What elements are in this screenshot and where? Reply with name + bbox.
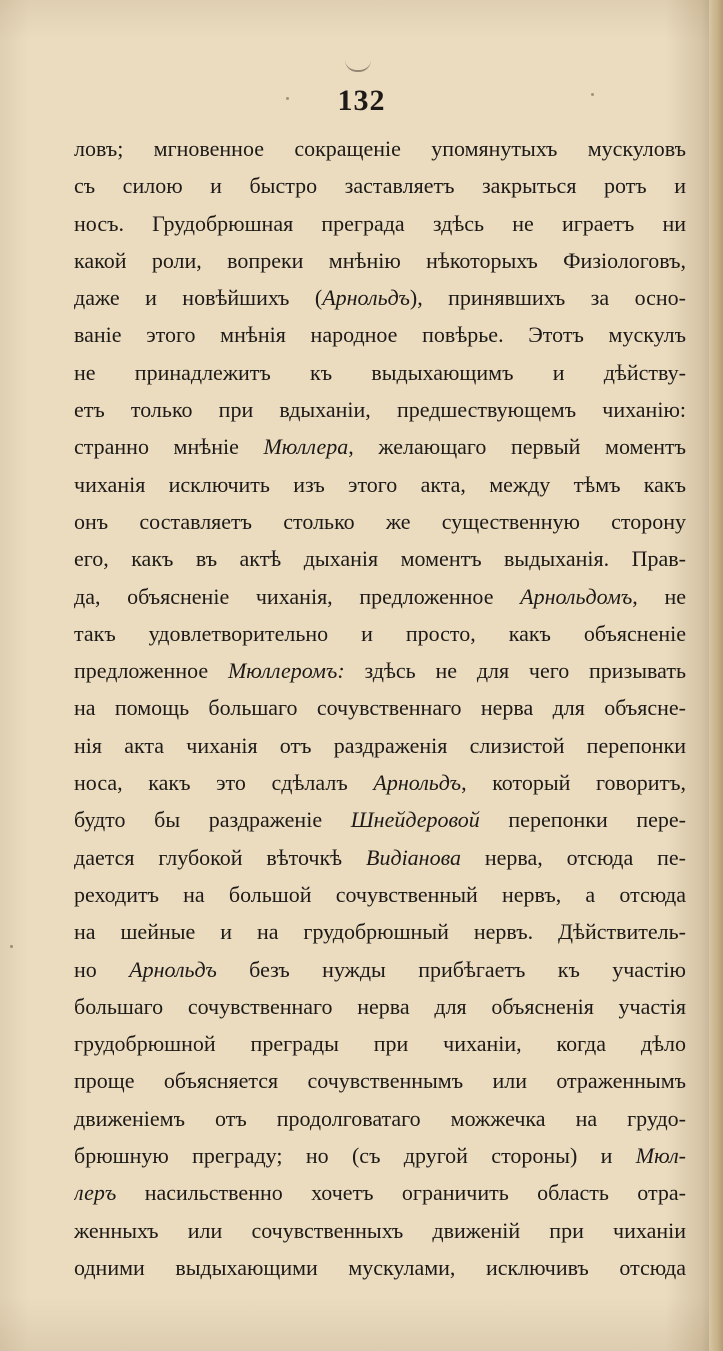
text-line bbox=[74, 391, 686, 428]
text-line bbox=[74, 167, 686, 204]
text-segment: женныхъ или сочувственныхъ движеній при чиханіи bbox=[74, 1217, 686, 1243]
text-segment: насильственно хочетъ ограничить область отра- bbox=[116, 1180, 686, 1206]
text-line bbox=[74, 1025, 686, 1062]
text-segment: какой роли, вопреки мнѣнію нѣкоторыхъ Физіологовъ, bbox=[74, 247, 686, 273]
text-segment: онъ составляетъ столько же существенную сторону bbox=[74, 508, 686, 534]
text-line bbox=[74, 466, 686, 503]
italic-name: леръ bbox=[74, 1180, 117, 1206]
text-segment: перепонки пере- bbox=[479, 807, 686, 833]
text-segment: чиханія исключить изъ этого акта, между тѣмъ какъ bbox=[74, 471, 686, 497]
text-line bbox=[74, 727, 686, 764]
text-segment: но bbox=[74, 956, 130, 982]
paper-speck bbox=[10, 945, 13, 948]
text-line bbox=[74, 130, 686, 167]
italic-name: Арнольдъ bbox=[373, 770, 462, 796]
text-segment: ), принявшихъ за осно- bbox=[409, 285, 686, 311]
page-number: 132 bbox=[337, 84, 386, 117]
text-line bbox=[74, 913, 686, 950]
text-segment: на помощь большаго сочувственнаго нерва для объясне- bbox=[74, 695, 686, 721]
text-segment: нерва, отсюда пе- bbox=[461, 844, 686, 870]
text-line bbox=[74, 503, 686, 540]
italic-name: Арнольдъ bbox=[322, 285, 410, 311]
text-segment: , который говоритъ, bbox=[461, 770, 686, 796]
text-segment: безъ нужды прибѣгаетъ къ участію bbox=[216, 956, 686, 982]
text-line bbox=[74, 316, 686, 353]
italic-name: Мюллеромъ: bbox=[227, 658, 345, 684]
text-segment: нія акта чиханія отъ раздраженія слизистой перепонки bbox=[74, 732, 686, 758]
text-segment: , не bbox=[632, 583, 686, 609]
text-line bbox=[74, 839, 686, 876]
italic-name: Шнейдеровой bbox=[350, 807, 480, 833]
text-segment: да, объясненіе чиханія, предложенное bbox=[74, 583, 521, 609]
text-line bbox=[74, 1174, 686, 1211]
text-segment: грудобрюшной преграды при чиханіи, когда дѣло bbox=[74, 1031, 686, 1057]
italic-name: Мюл- bbox=[635, 1143, 686, 1169]
text-segment: , желающаго первый моментъ bbox=[348, 434, 686, 460]
text-segment: предложенное bbox=[74, 658, 228, 684]
text-line bbox=[74, 428, 686, 465]
text-segment: носъ. Грудобрюшная преграда здѣсь не играетъ ни bbox=[74, 210, 686, 236]
text-line bbox=[74, 1212, 686, 1249]
text-segment: большаго сочувственнаго нерва для объясненія участія bbox=[74, 993, 686, 1019]
text-line bbox=[74, 578, 686, 615]
text-line bbox=[74, 652, 686, 689]
text-segment: ваніе этого мнѣнія народное повѣрье. Этотъ мускулъ bbox=[74, 322, 686, 348]
text-segment: съ силою и быстро заставляетъ закрыться ротъ и bbox=[74, 173, 686, 199]
text-segment: етъ только при вдыханіи, предшествующемъ чиханію: bbox=[74, 397, 686, 423]
text-segment: не принадлежитъ къ выдыхающимъ и дѣйству- bbox=[74, 359, 686, 385]
text-segment: странно мнѣніе bbox=[74, 434, 264, 460]
text-segment: реходитъ на большой сочувственный нервъ, а отсюда bbox=[74, 881, 686, 907]
text-segment: ловъ; мгновенное сокращеніе упомянутыхъ мускуловъ bbox=[74, 136, 686, 161]
text-segment: движеніемъ отъ продолговатаго можжечка на грудо- bbox=[74, 1105, 686, 1131]
text-segment: даже и новѣйшихъ ( bbox=[74, 285, 323, 311]
text-line bbox=[74, 1100, 686, 1137]
text-line bbox=[74, 988, 686, 1025]
page-edge bbox=[709, 0, 723, 1351]
text-line bbox=[74, 876, 686, 913]
text-segment: на шейные и на грудобрюшный нервъ. Дѣйствитель- bbox=[74, 919, 686, 945]
text-segment: дается глубокой вѣточкѣ bbox=[74, 844, 366, 870]
text-segment: его, какъ въ актѣ дыханія моментъ выдыханія. Прав- bbox=[74, 546, 686, 572]
italic-name: Арнольдомъ bbox=[520, 583, 633, 609]
text-segment: брюшную преграду; но (съ другой стороны) и bbox=[74, 1143, 636, 1169]
body-text bbox=[74, 130, 686, 1286]
text-line bbox=[74, 354, 686, 391]
paper-speck bbox=[286, 97, 289, 100]
text-segment: здѣсь не для чего призывать bbox=[344, 658, 686, 684]
italic-name: Мюллера bbox=[263, 434, 349, 460]
italic-name: Арнольдъ bbox=[129, 956, 217, 982]
text-line bbox=[74, 689, 686, 726]
text-line bbox=[74, 205, 686, 242]
text-segment: проще объясняется сочувственнымъ или отраженнымъ bbox=[74, 1068, 686, 1094]
text-line bbox=[74, 540, 686, 577]
text-segment: будто бы раздраженіе bbox=[74, 807, 351, 833]
text-segment: носа, какъ это сдѣлалъ bbox=[74, 770, 374, 796]
text-line bbox=[74, 801, 686, 838]
text-line bbox=[74, 951, 686, 988]
text-line bbox=[74, 615, 686, 652]
text-segment: такъ удовлетворительно и просто, какъ объясненіе bbox=[74, 620, 686, 646]
italic-name: Видіанова bbox=[366, 844, 461, 870]
text-line bbox=[74, 1137, 686, 1174]
paper-speck bbox=[591, 93, 594, 96]
text-line bbox=[74, 279, 686, 316]
text-line bbox=[74, 1062, 686, 1099]
text-line bbox=[74, 1249, 686, 1286]
text-line bbox=[74, 242, 686, 279]
ink-mark bbox=[345, 60, 371, 72]
text-line bbox=[74, 764, 686, 801]
text-segment: одними выдыхающими мускулами, исключивъ отсюда bbox=[74, 1254, 686, 1280]
